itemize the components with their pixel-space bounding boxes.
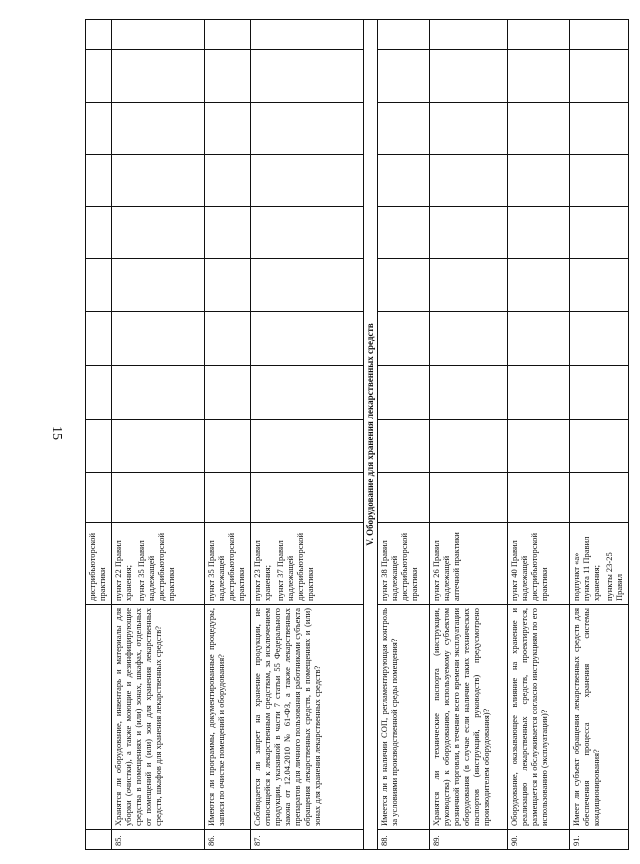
- row-number: 88.: [378, 830, 430, 850]
- table-row: [508, 20, 570, 850]
- table-row: [112, 20, 205, 850]
- row-reference: подпункт «а» пункта 11 Правил хранения; пункты 23-25 Правил: [570, 523, 629, 605]
- checklist-table-rotated: [85, 20, 635, 850]
- row-reference: пункт 35 Правил надлежащей дистрибьюторской практики: [205, 523, 251, 605]
- table-row: [570, 20, 629, 850]
- table-row: [205, 20, 251, 850]
- row-number: 86.: [205, 830, 251, 850]
- table-row: [251, 20, 364, 850]
- row-number: 87.: [251, 830, 364, 850]
- row-number: 85.: [112, 830, 205, 850]
- checklist-table: [85, 19, 629, 850]
- row-number: 90.: [508, 830, 570, 850]
- section-header-row: [364, 20, 378, 850]
- row-reference: пункт 38 Правил надлежащей дистрибьюторской практики: [378, 523, 430, 605]
- row-question: Имеется ли в наличии СОП, регламентирующая контроль за условиями производственной среды помещения?: [378, 605, 430, 830]
- row-reference: пункт 26 Правил надлежащей аптечной практики: [430, 523, 508, 605]
- row-number: 91.: [570, 830, 629, 850]
- row-question: Хранятся ли технические паспорта (инструкции, руководства) к оборудованию, используемому субъектом розничной торговли, в течение всего времени эксплуатации оборудования (в случае если наличие таких технических паспортов (инструкций, руководств) предусмотрено производителем оборудования)?: [430, 605, 508, 830]
- table-row: [378, 20, 430, 850]
- row-question: Оборудование, оказывающее влияние на хранение и реализацию лекарственных средств, проектируется, размещается и обслуживается согласно инструкциям по его использованию (эксплуатации)?: [508, 605, 570, 830]
- row-reference: пункт 40 Правил надлежащей дистрибьюторской практики: [508, 523, 570, 605]
- row-question: [86, 605, 112, 830]
- table-row: [430, 20, 508, 850]
- row-reference: дистрибьюторской практики: [86, 523, 112, 605]
- page-number: 15: [49, 426, 64, 440]
- row-question: Соблюдается ли запрет на хранение продукции, не относящейся к лекарственным средствам, за исключением продукции, указанной в части 7 статьи 55 Федерального закона от 12.04.2010 № 61-ФЗ, а также лекарственных препаратов для личного пользования работниками субъекта обращения лекарственных средств, в помещениях и (или) зонах для хранения лекарственных средств?: [251, 605, 364, 830]
- row-number: 89.: [430, 830, 508, 850]
- row-question: Хранятся ли оборудование, инвентарь и материалы для уборки (очистки), а также моющие и дезинфицирующие средства в помещениях и (или) зонах, шкафах, отдельных от помещений и (или) зон для хранения лекарственных средств, шкафов для хранения лекарственных средств?: [112, 605, 205, 830]
- row-question: Имеет ли субъект обращения лекарственных средств для обеспечения процесса хранения системы кондиционирования?: [570, 605, 629, 830]
- row-reference: пункт 22 Правил хранения; пункт 35 Правил надлежащей дистрибьюторской практики: [112, 523, 205, 605]
- row-number: [86, 830, 112, 850]
- row-question: Имеются ли программы, документированные процедуры, записи по очистке помещений и оборудования?: [205, 605, 251, 830]
- table-row: [86, 20, 112, 850]
- row-reference: пункт 23 Правил хранения; пункт 37 Правил надлежащей дистрибьюторской практики: [251, 523, 364, 605]
- section-header: V. Оборудование для хранения лекарственных средств: [364, 20, 378, 850]
